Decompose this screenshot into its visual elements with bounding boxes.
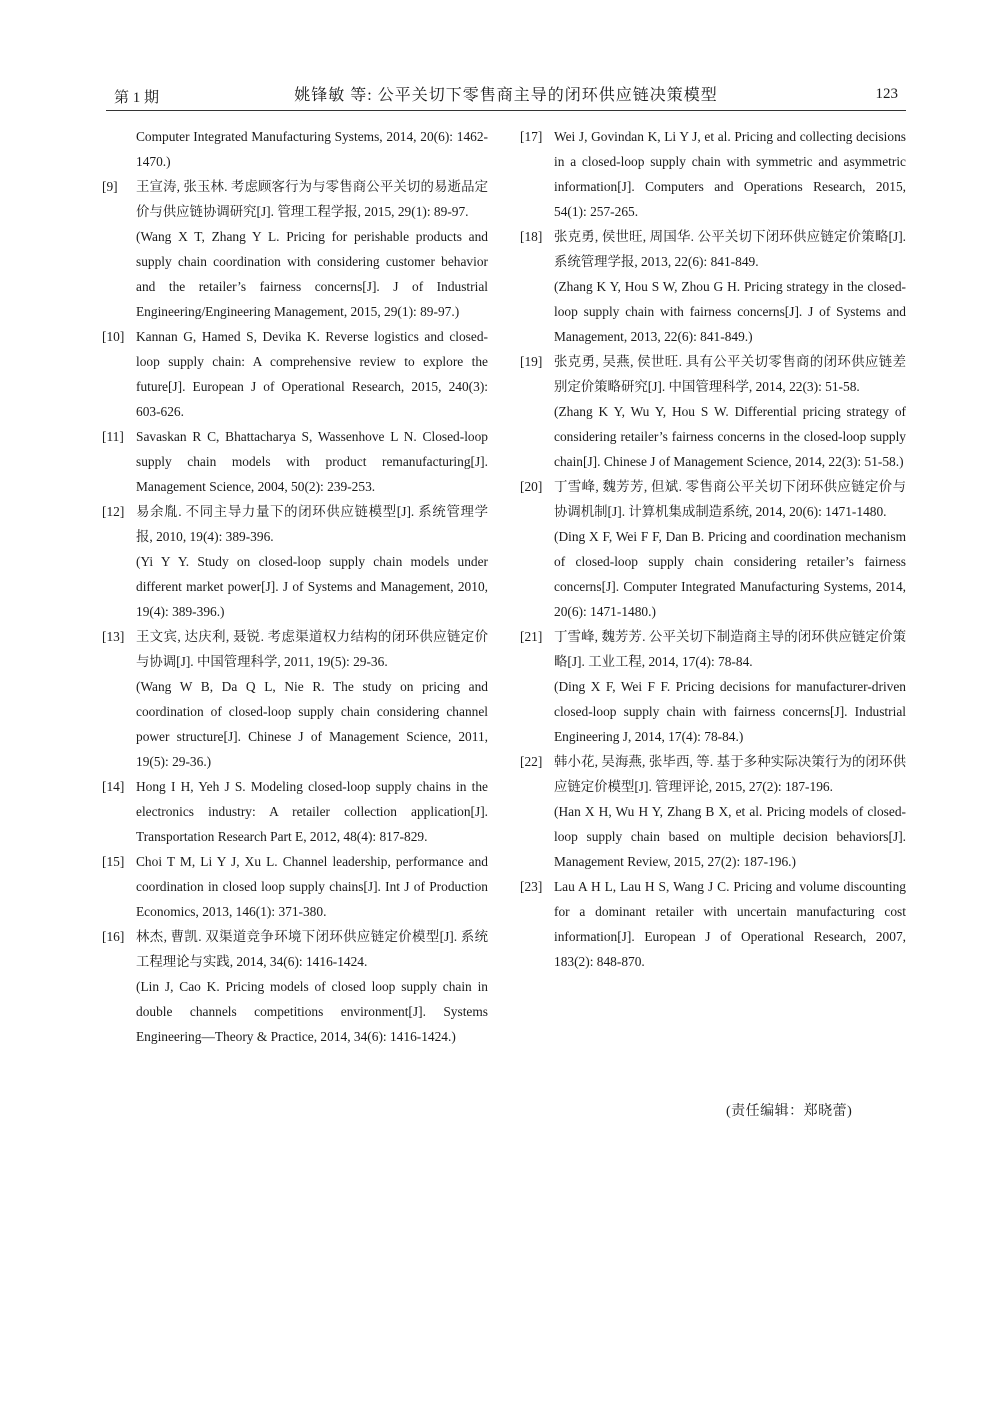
reference-entry bbox=[518, 224, 906, 349]
reference-english-text: (Wang W B, Da Q L, Nie R. The study on pricing and coordination of closed-loop supply chain considering channel power structure[J]. Chinese J of Management Science, 2011, 19(5): 29-36.) bbox=[136, 679, 488, 769]
reference-entry bbox=[518, 349, 906, 474]
reference-english-text: Hong I H, Yeh J S. Modeling closed-loop supply chains in the electronics industry: A retailer collection application[J]. Transportation Research Part E, 2012, 48(4): 817-829. bbox=[136, 779, 488, 844]
reference-number: [21] bbox=[520, 629, 543, 644]
reference-number: [11] bbox=[102, 429, 124, 444]
left-reference-list bbox=[100, 174, 488, 1049]
reference-entry bbox=[100, 624, 488, 774]
reference-number: [19] bbox=[520, 354, 543, 369]
reference-number: [9] bbox=[102, 179, 118, 194]
reference-chinese-text: 张克勇, 吴燕, 侯世旺. 具有公平关切零售商的闭环供应链差别定价策略研究[J]. 中国管理科学, 2014, 22(3): 51-58. bbox=[554, 354, 906, 394]
reference-chinese-text: 丁雪峰, 魏芳芳, 但斌. 零售商公平关切下闭环供应链定价与协调机制[J]. 计算机集成制造系统, 2014, 20(6): 1471-1480. bbox=[554, 479, 906, 519]
reference-chinese-text: 易余胤. 不同主导力量下的闭环供应链模型[J]. 系统管理学报, 2010, 19(4): 389-396. bbox=[136, 504, 488, 544]
reference-chinese-text: 丁雪峰, 魏芳芳. 公平关切下制造商主导的闭环供应链定价策略[J]. 工业工程, 2014, 17(4): 78-84. bbox=[554, 629, 906, 669]
reference-number: [13] bbox=[102, 629, 125, 644]
reference-english-text: Kannan G, Hamed S, Devika K. Reverse logistics and closed-loop supply chain: A comprehensive review to explore the future[J]. European J of Operational Research, 2015, 240(3): 603-626. bbox=[136, 329, 488, 419]
reference-english-text: Savaskan R C, Bhattacharya S, Wassenhove L N. Closed-loop supply chain models with product remanufacturing[J]. Management Science, 2004, 50(2): 239-253. bbox=[136, 429, 488, 494]
reference-number: [12] bbox=[102, 504, 125, 519]
reference-english-text: Choi T M, Li Y J, Xu L. Channel leadership, performance and coordination in closed loop supply chains[J]. Int J of Production Economics, 2013, 146(1): 371-380. bbox=[136, 854, 488, 919]
reference-chinese-text: 韩小花, 吴海燕, 张毕西, 等. 基于多种实际决策行为的闭环供应链定价模型[J]. 管理评论, 2015, 27(2): 187-196. bbox=[554, 754, 906, 794]
reference-chinese-text: 王文宾, 达庆利, 聂锐. 考虑渠道权力结构的闭环供应链定价与协调[J]. 中国管理科学, 2011, 19(5): 29-36. bbox=[136, 629, 488, 669]
reference-english-text: Lau A H L, Lau H S, Wang J C. Pricing and volume discounting for a dominant retailer with uncertain manufacturing cost information[J]. European J of Operational Research, 2007, 183(2): 848-870. bbox=[554, 879, 906, 969]
reference-english-text: (Wang X T, Zhang Y L. Pricing for perishable products and supply chain coordination with considering customer behavior and the retailer’s fairness concerns[J]. J of Industrial Engineering/Engineering Management, 2015, 29(1): 89-97.) bbox=[136, 229, 488, 319]
reference-english-text: (Yi Y Y. Study on closed-loop supply chain models under different market power[J]. J of Systems and Management, 2010, 19(4): 389-396.) bbox=[136, 554, 488, 619]
right-column bbox=[518, 124, 906, 974]
header-rule bbox=[106, 110, 906, 111]
running-title: 姚锋敏 等: 公平关切下零售商主导的闭环供应链决策模型 bbox=[294, 87, 718, 104]
reference-number: [10] bbox=[102, 329, 125, 344]
reference-entry bbox=[518, 874, 906, 974]
reference-entry bbox=[100, 774, 488, 849]
reference-number: [17] bbox=[520, 129, 543, 144]
reference-number: [15] bbox=[102, 854, 125, 869]
reference-english-text: Wei J, Govindan K, Li Y J, et al. Pricing and collecting decisions in a closed-loop supply chain with symmetric and asymmetric information[J]. Computers and Operations Research, 2015, 54(1): 257-265. bbox=[554, 129, 906, 219]
reference-entry bbox=[100, 324, 488, 424]
reference-number: [14] bbox=[102, 779, 125, 794]
reference-number: [23] bbox=[520, 879, 543, 894]
reference-english-text: (Han X H, Wu H Y, Zhang B X, et al. Pricing models of closed-loop supply chain based on multiple decision behaviors[J]. Management Review, 2015, 27(2): 187-196.) bbox=[554, 804, 906, 869]
reference-entry bbox=[518, 474, 906, 624]
reference-entry bbox=[100, 174, 488, 324]
reference-chinese-text: 张克勇, 侯世旺, 周国华. 公平关切下闭环供应链定价策略[J]. 系统管理学报, 2013, 22(6): 841-849. bbox=[554, 229, 906, 269]
reference-chinese-text: 林杰, 曹凯. 双渠道竞争环境下闭环供应链定价模型[J]. 系统工程理论与实践, 2014, 34(6): 1416-1424. bbox=[136, 929, 488, 969]
left-column bbox=[100, 124, 488, 1049]
reference-number: [20] bbox=[520, 479, 543, 494]
reference-english-text: (Ding X F, Wei F F. Pricing decisions for manufacturer-driven closed-loop supply chain with fairness concerns[J]. Industrial Engineering J, 2014, 17(4): 78-84.) bbox=[554, 679, 906, 744]
issue-label: 第 1 期 bbox=[114, 90, 160, 106]
right-reference-list bbox=[518, 124, 906, 974]
page-header bbox=[106, 78, 906, 112]
reference-english-text: (Ding X F, Wei F F, Dan B. Pricing and coordination mechanism of closed-loop supply chain considering retailer’s fairness concerns[J]. Computer Integrated Manufacturing Systems, 2014, 20(6): 1471-1480.) bbox=[554, 529, 906, 619]
reference-entry bbox=[518, 624, 906, 749]
reference-english-text: (Zhang K Y, Hou S W, Zhou G H. Pricing strategy in the closed-loop supply chain with fairness concerns[J]. J of Systems and Management, 2013, 22(6): 841-849.) bbox=[554, 279, 906, 344]
reference-number: [16] bbox=[102, 929, 125, 944]
reference-number: [18] bbox=[520, 229, 543, 244]
reference-english-text: (Zhang K Y, Wu Y, Hou S W. Differential pricing strategy of considering retailer’s fairness concerns in the closed-loop supply chain[J]. Chinese J of Management Science, 2014, 22(3): 51-58.) bbox=[554, 404, 906, 469]
reference-entry bbox=[518, 124, 906, 224]
responsible-editor: (责任编辑：郑晓蕾) bbox=[726, 1104, 853, 1119]
reference-english-text: (Lin J, Cao K. Pricing models of closed loop supply chain in double channels competitions environment[J]. Systems Engineering—Theory & Practice, 2014, 34(6): 1416-1424.) bbox=[136, 979, 488, 1044]
reference-chinese-text: 王宣涛, 张玉林. 考虑顾客行为与零售商公平关切的易逝品定价与供应链协调研究[J]. 管理工程学报, 2015, 29(1): 89-97. bbox=[136, 179, 488, 219]
continuation-text: Computer Integrated Manufacturing Systems, 2014, 20(6): 1462-1470.) bbox=[136, 129, 488, 169]
page-number: 123 bbox=[875, 86, 898, 102]
reference-entry bbox=[100, 424, 488, 499]
reference-entry bbox=[518, 749, 906, 874]
reference-continuation bbox=[100, 124, 488, 174]
reference-number: [22] bbox=[520, 754, 543, 769]
reference-entry bbox=[100, 849, 488, 924]
reference-entry bbox=[100, 499, 488, 624]
reference-entry bbox=[100, 924, 488, 1049]
